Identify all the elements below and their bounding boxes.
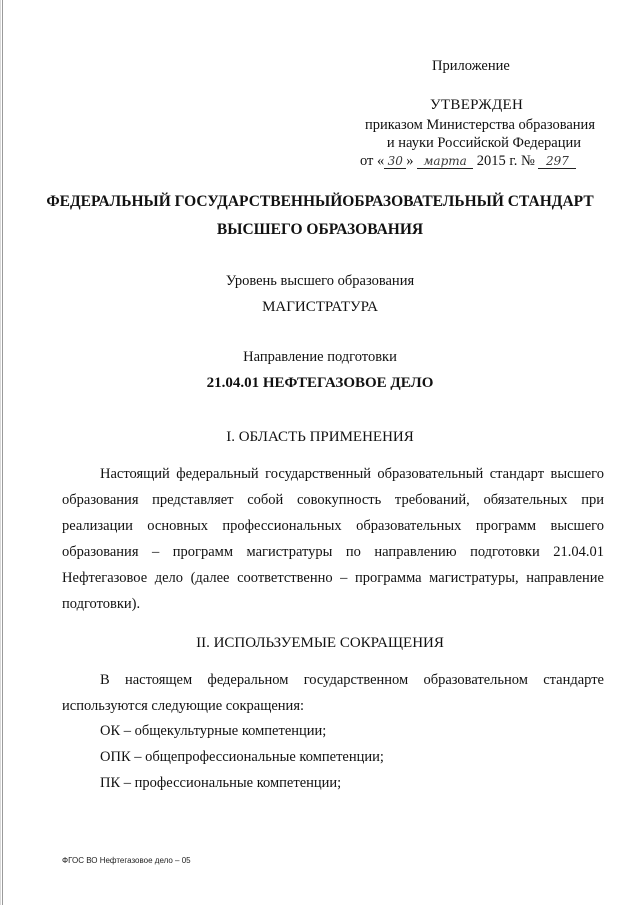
abbreviation-item: ОПК – общепрофессиональные компетенции; bbox=[100, 749, 384, 765]
section-2-heading: II. ИСПОЛЬЗУЕМЫЕ СОКРАЩЕНИЯ bbox=[196, 635, 444, 651]
order-day-handwritten: 30 bbox=[384, 154, 406, 169]
section-2-paragraph bbox=[62, 667, 604, 719]
order-mid: » bbox=[406, 153, 414, 169]
order-year: 2015 г. № bbox=[476, 153, 535, 169]
appendix-label: Приложение bbox=[432, 58, 510, 74]
order-date-line bbox=[360, 153, 576, 170]
abbreviation-item: ОК – общекультурные компетенции; bbox=[100, 723, 327, 739]
education-level-label: Уровень высшего образования bbox=[225, 273, 415, 289]
document-title-line-1: ФЕДЕРАЛЬНЫЙ ГОСУДАРСТВЕННЫЙОБРАЗОВАТЕЛЬНЫЙ СТАНДАРТ bbox=[46, 193, 594, 210]
section-1-paragraph bbox=[62, 461, 604, 617]
section-1-heading: I. ОБЛАСТЬ ПРИМЕНЕНИЯ bbox=[226, 429, 414, 445]
scan-edge-line bbox=[2, 0, 3, 905]
order-prefix: от « bbox=[360, 153, 385, 169]
approved-label: УТВЕРЖДЕН bbox=[430, 97, 524, 113]
order-line-1: приказом Министерства образования bbox=[364, 117, 595, 133]
order-number-handwritten: 297 bbox=[538, 154, 576, 169]
scan-edge-shadow bbox=[0, 0, 1, 905]
order-month-handwritten: марта bbox=[417, 154, 473, 169]
order-line-2: и науки Российской Федерации bbox=[386, 135, 581, 151]
section-1-paragraph-text: Настоящий федеральный государственный образовательный стандарт высшего образования представляет собой совокупность требований, обязательных при реализации основных профессиональных образовательных программ высшего образования – программ магистратуры по направлению подготовки 21.04.01 Нефтегазовое дело (далее соответственно – программа магистратуры, направление подготовки). bbox=[62, 466, 604, 612]
abbreviation-item: ПК – профессиональные компетенции; bbox=[100, 775, 342, 791]
section-2-paragraph-text: В настоящем федеральном государственном образовательном стандарте используются следующие сокращения: bbox=[62, 672, 604, 714]
education-level-value: МАГИСТРАТУРА bbox=[262, 299, 378, 315]
document-title-line-2: ВЫСШЕГО ОБРАЗОВАНИЯ bbox=[216, 221, 424, 238]
direction-value: 21.04.01 НЕФТЕГАЗОВОЕ ДЕЛО bbox=[206, 375, 434, 391]
direction-label: Направление подготовки bbox=[243, 349, 397, 365]
page-footer: ФГОС ВО Нефтегазовое дело – 05 bbox=[62, 856, 191, 865]
